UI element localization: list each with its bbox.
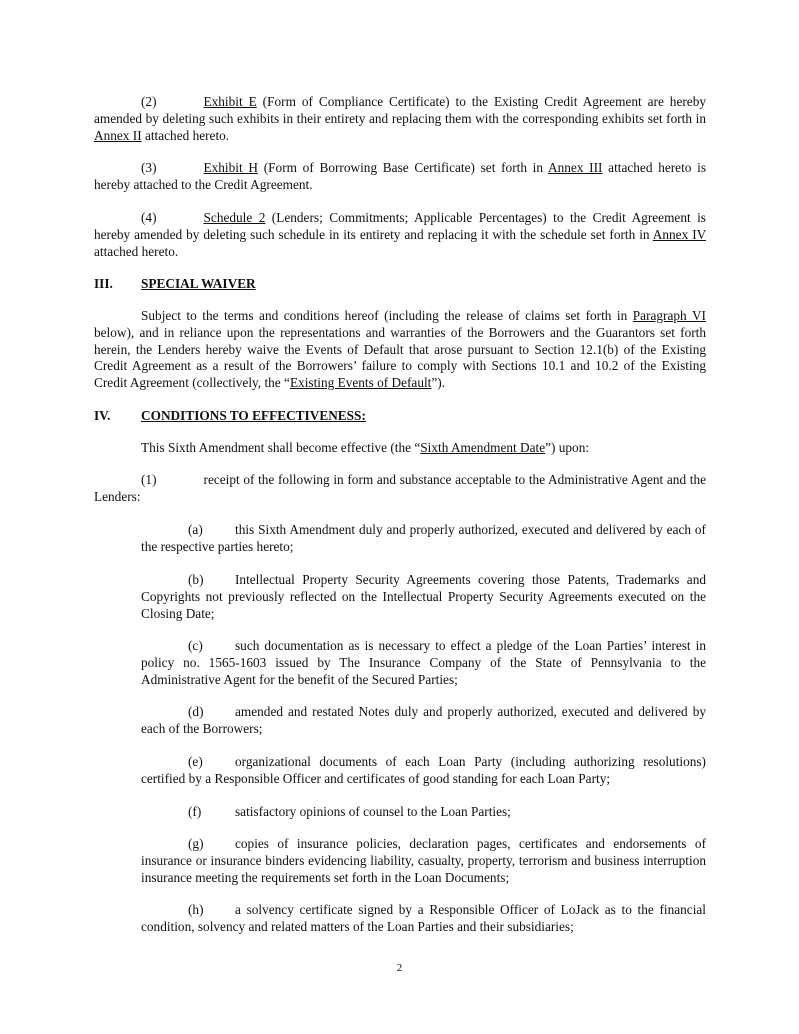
condition-item-label: (e)	[188, 754, 203, 769]
amendment-2-number: (2)	[141, 94, 157, 109]
special-waiver-paragraph	[94, 308, 706, 392]
amendment-3-paragraph	[94, 160, 706, 194]
special-waiver-text-end: ”).	[431, 375, 446, 391]
amendment-4-paragraph	[94, 210, 706, 260]
condition-item-label: (c)	[188, 638, 203, 653]
section-iv-number: IV.	[94, 408, 111, 423]
condition-item-text: this Sixth Amendment duly and properly authorized, executed and delivered by each of the respective parties hereto;	[141, 522, 706, 554]
condition-1-paragraph	[94, 472, 706, 506]
section-iv-title: CONDITIONS TO EFFECTIVENESS:	[141, 408, 366, 423]
paragraph-vi-reference: Paragraph VI	[632, 308, 706, 323]
annex-iv-reference: Annex IV	[652, 226, 706, 242]
condition-item-text: a solvency certificate signed by a Responsible Officer of LoJack as to the financial condition, solvency and related matters of the Loan Parties and their subsidiaries;	[141, 902, 706, 934]
condition-item-text: organizational documents of each Loan Party (including authorizing resolutions) certified by a Responsible Officer and certificates of good standing for each Loan Party;	[141, 754, 706, 786]
amendment-4-number: (4)	[141, 210, 157, 225]
condition-item-text: such documentation as is necessary to effect a pledge of the Loan Parties’ interest in policy no. 1565-1603 issued by The Insurance Company of the State of Pennsylvania to the Administrative Agent for the benefit of the Secured Parties;	[141, 638, 706, 687]
section-iii-number: III.	[94, 276, 113, 291]
amendment-3-number: (3)	[141, 160, 157, 175]
condition-item-c	[141, 638, 706, 688]
condition-1-text: receipt of the following in form and substance acceptable to the Administrative Agent and the Lenders:	[94, 472, 706, 504]
exhibit-e-reference: Exhibit E	[203, 94, 257, 109]
special-waiver-text-middle: below), and in reliance upon the representations and warranties of the Borrowers and the Guarantors set forth herein, the Lenders hereby waive the Events of Default that arose pursuant to Section 12.1(b) of the Existing Credit Agreement as a result of the Borrowers’ failure to comply with Sections 10.1 and 10.2 of the Existing Credit Agreement (collectively, the “	[94, 324, 706, 391]
page-number: 2	[396, 962, 403, 974]
condition-item-label: (g)	[188, 836, 204, 851]
condition-item-d	[141, 704, 706, 738]
amendment-4-text: (Lenders; Commitments; Applicable Percentages) to the Credit Agreement is hereby amended by deleting such schedule in its entirety and replacing it with the schedule set forth in	[94, 210, 706, 242]
condition-item-b	[141, 572, 706, 622]
section-iii-title: SPECIAL WAIVER	[141, 276, 256, 291]
condition-item-f	[141, 804, 706, 821]
schedule-2-reference: Schedule 2	[203, 210, 266, 225]
condition-item-label: (h)	[188, 902, 204, 917]
effectiveness-intro	[94, 440, 706, 457]
section-iv-heading	[94, 408, 706, 425]
condition-item-g	[141, 836, 706, 886]
sixth-amendment-date-term: Sixth Amendment Date	[420, 440, 546, 455]
condition-item-text: copies of insurance policies, declaration pages, certificates and endorsements of insurance or insurance binders evidencing liability, casualty, property, terrorism and business interruption insurance meeting the requirements set forth in the Loan Documents;	[141, 836, 706, 885]
condition-item-a	[141, 522, 706, 556]
amendment-2-text-end: attached hereto.	[141, 127, 230, 143]
amendment-2-paragraph	[94, 94, 706, 144]
exhibit-h-reference: Exhibit H	[203, 160, 258, 175]
effectiveness-intro-text-end: ”) upon:	[545, 440, 590, 455]
condition-1-number: (1)	[141, 472, 157, 487]
condition-item-text: Intellectual Property Security Agreements covering those Patents, Trademarks and Copyrights not previously reflected on the Intellectual Property Security Agreements executed on the Closing Date;	[141, 572, 706, 621]
annex-ii-reference: Annex II	[94, 127, 142, 143]
condition-item-e	[141, 754, 706, 788]
amendment-3-text-end: attached hereto is hereby attached to the Credit Agreement.	[94, 160, 707, 192]
condition-item-text: satisfactory opinions of counsel to the Loan Parties;	[235, 804, 511, 819]
condition-item-text: amended and restated Notes duly and properly authorized, executed and delivered by each of the Borrowers;	[141, 704, 706, 736]
annex-iii-reference: Annex III	[548, 160, 603, 175]
section-iii-heading	[94, 276, 706, 293]
condition-item-label: (b)	[188, 572, 204, 587]
condition-item-label: (a)	[188, 522, 203, 537]
condition-item-h	[141, 902, 706, 936]
condition-item-label: (f)	[188, 804, 202, 819]
special-waiver-text: Subject to the terms and conditions hereof (including the release of claims set forth in	[141, 308, 633, 323]
amendment-3-text: (Form of Borrowing Base Certificate) set forth in	[258, 160, 549, 175]
amendment-2-text: (Form of Compliance Certificate) to the Existing Credit Agreement are hereby amended by deleting such exhibits in their entirety and replacing them with the corresponding exhibits set forth in	[94, 94, 706, 126]
existing-events-of-default-term: Existing Events of Default	[289, 375, 432, 391]
effectiveness-intro-text: This Sixth Amendment shall become effective (the “	[141, 440, 421, 455]
condition-item-label: (d)	[188, 704, 204, 719]
amendment-4-text-end: attached hereto.	[94, 243, 179, 259]
